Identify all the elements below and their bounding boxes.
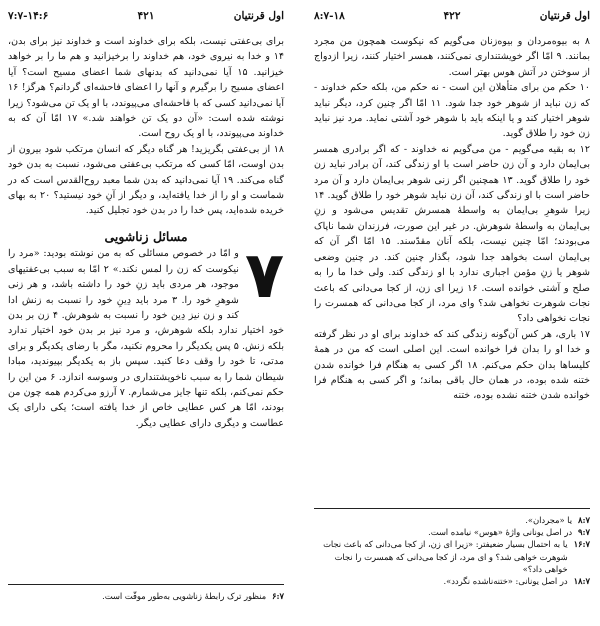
- right-footnotes: [314, 514, 590, 587]
- footnote-item: [314, 538, 590, 575]
- footnote-ref: ۸:۷: [578, 515, 590, 525]
- footnote-item: [8, 590, 284, 602]
- right-paragraph-4: ۱۷ باری، هر کس آن‌گونه زندگی کند که خداوند برای او در نظر گرفته و خدا او را بدان فرا خوانده است. این اصلی است که من در همهٔ کلیساها بدان حکم می‌کنم. ۱۸ اگر کسی به هنگام فرا خوانده شدن ختنه شده بوده، در همان حال باقی بماند؛ و اگر کسی به هنگام فرا خوانده شدن ختنه نشده بوده، ختنه: [314, 328, 590, 402]
- left-page-header: [8, 8, 284, 24]
- left-paragraph-2: ۱۸ از بی‌عفتی بگریزید! هر گناه دیگر که انسان مرتکب شود بیرون از بدن اوست، امّا کسی که مرتکب بی‌عفتی می‌شود، نسبت به بدن خود گناه می‌کند. ۱۹ آیا نمی‌دانید که بدن شما معبد روح‌القدس است که در شماست و او را از خدا یافته‌اید، و دیگر از آنِ خود نیستید؟ ۲۰ به بهای خریده شده‌اید، پس خدا را در بدن خود تجلیل کنید.: [8, 143, 284, 217]
- footnote-item: [314, 514, 590, 526]
- footnote-text: در اصل یونانی: «ختنه‌ناشده نگردد».: [443, 576, 568, 587]
- left-page-body: [8, 34, 284, 431]
- left-footnote-divider: [8, 584, 284, 585]
- left-page-number: ۴۲۱: [137, 10, 155, 22]
- left-paragraph-1: برای بی‌عفتی نیست، بلکه برای خداوند است و خداوند نیز برای بدن، ۱۴ و خدا به نیروی خود، هم خداوند را برخیزانید و هم ما را بر خواهد خیزانید. ۱۵ آیا نمی‌دانید که بدنهای شما اعضای مسیح است؟ آیا اعضای مسیح را برگیرم و آنها را اعضای فاحشه‌ای گردانم؟ هرگز! ۱۶ آیا نمی‌دانید کسی که با فاحشه‌ای می‌پیوندد، با او یک تن می‌شود؟ زیرا نوشته شده است: «آن دو یک تن خواهند شد.» ۱۷ امّا آن که به خداوند می‌پیوندد، با او یک روح است.: [8, 36, 284, 140]
- right-page: [314, 0, 590, 626]
- right-header-reference: ۸:۷-۱۸: [314, 10, 345, 22]
- right-paragraph-1: ۸ به بیوه‌مردان و بیوه‌زنان می‌گویم که نیکوست همچون من مجرد بمانند. ۹ امّا اگر خویشتنداری نمی‌کنند، همسر اختیار کنند، زیرا ازدواج از سوختن در آتش هوس بهتر است.: [314, 36, 590, 78]
- footnote-text: منظور ترک رابطهٔ زناشویی به‌طور موقّت است.: [102, 591, 267, 601]
- left-paragraph-3: و امّا در خصوص مسائلی که به من نوشته بودید: «مرد را نیکوست که زن را لمس نکند.» ۲ امّا به سبب بی‌عفتیهای موجود، هر مردی باید زنِ خود را داشته باشد، و هر زنی شوهرِ خود را. ۳ مرد باید دِینِ خود را نسبت به زنش ادا کند و زن نیز دِین خود را نسبت به شوهرش. ۴ زن بر بدن خود اختیار ندارد بلکه شوهرش، و مرد نیز بر بدن خود اختیار ندارد بلکه زنش. ۵ پس یکدیگر را محروم نکنید، مگر با رضای یکدیگر و برای مدتی، تا خود را وقف دعا کنید. سپس باز به یکدیگر بپیوندید، مبادا شیطان شما را به سبب ناخویشتنداری در وسوسه اندازد. ۶ من این را حکم نمی‌کنم، بلکه تنها جایز می‌شمارم. ۷ آرزو می‌کردم همه چون من بودند، امّا هر کس عطایی خاص از خدا یافته است؛ یکی دارای یک عطاست و دیگری دارای عطایی دیگر.: [8, 248, 284, 429]
- right-paragraph-2: ۱۰ حکم من برای متأهلان این است - نه حکم من، بلکه حکم خداوند - که زن نباید از شوهر خود جدا شود. ۱۱ امّا اگر چنین کرد، دیگر نباید شوهر اختیار کند و یا اینکه باید با شوهر خود آشتی نماید. مرد نیز نباید زن خود را طلاق گوید.: [314, 82, 590, 140]
- footnote-ref: ۱۸:۷: [573, 576, 590, 587]
- footnote-ref: ۹:۷: [578, 527, 590, 538]
- footnote-ref: ۶:۷: [272, 591, 284, 601]
- right-page-number: ۴۲۲: [443, 10, 461, 22]
- footnote-item: [314, 575, 590, 587]
- left-header-title: اول قرنتیان: [233, 10, 284, 22]
- footnote-item: [314, 526, 590, 538]
- footnote-text: در اصل یونانی واژهٔ «هوس» نیامده است.: [428, 527, 573, 538]
- right-header-title: اول قرنتیان: [539, 10, 590, 22]
- right-page-body: [314, 34, 590, 404]
- left-footnotes: [8, 590, 284, 602]
- section-title: مسائل زناشویی: [104, 228, 188, 244]
- right-paragraph-3: ۱۲ به بقیه می‌گویم - من می‌گویم نه خداوند - که اگر برادری همسر بی‌ایمان دارد و آن زن حاضر است با او زندگی کند، آن برادر نباید زن خود را طلاق گوید. ۱۳ همچنین اگر زنی شوهر بی‌ایمان دارد و آن مرد حاضر است با او زندگی کند، آن زن نباید شوهر خود را طلاق گوید. ۱۴ زیرا شوهرِ بی‌ایمان به واسطهٔ همسرش تقدیس می‌شود و زنِ بی‌ایمان به واسطهٔ شوهرش. در غیر این صورت، فرزندان شما ناپاک می‌بودند؛ امّا چنین نیست، بلکه آنان مقدّسند. ۱۵ امّا اگر آن که بی‌ایمان است بخواهد جدا شود، بگذار چنین کند. در چنین وضعی شوهر یا زنِ مؤمن اجباری ندارد با او زندگی کند. ولی خدا ما را به صلح و آشتی خوانده است. ۱۶ زیرا ای زن، از کجا می‌دانی که باعث نجات شوهرت نخواهی شد؟ وای مرد، از کجا می‌دانی که همسرت را نجات نخواهی داد؟: [314, 143, 591, 325]
- footnote-text: یا به احتمال بسیار ضعیفتر: «زیرا ای زن، از کجا می‌دانی که باعث نجات شوهرت خواهی شد؟ و ای مرد، از کجا می‌دانی که همسرت را نجات خواهی داد؟»: [323, 539, 568, 574]
- chapter-number: ۷: [244, 239, 284, 314]
- footnote-text: یا «مجردان».: [525, 515, 573, 525]
- left-page: [8, 0, 284, 626]
- right-page-header: [314, 8, 590, 24]
- left-header-reference: ۷:۷-۱۴:۶: [8, 10, 49, 22]
- chapter-block: [8, 239, 284, 431]
- right-footnote-divider: [314, 508, 590, 509]
- footnote-ref: ۱۶:۷: [573, 539, 590, 550]
